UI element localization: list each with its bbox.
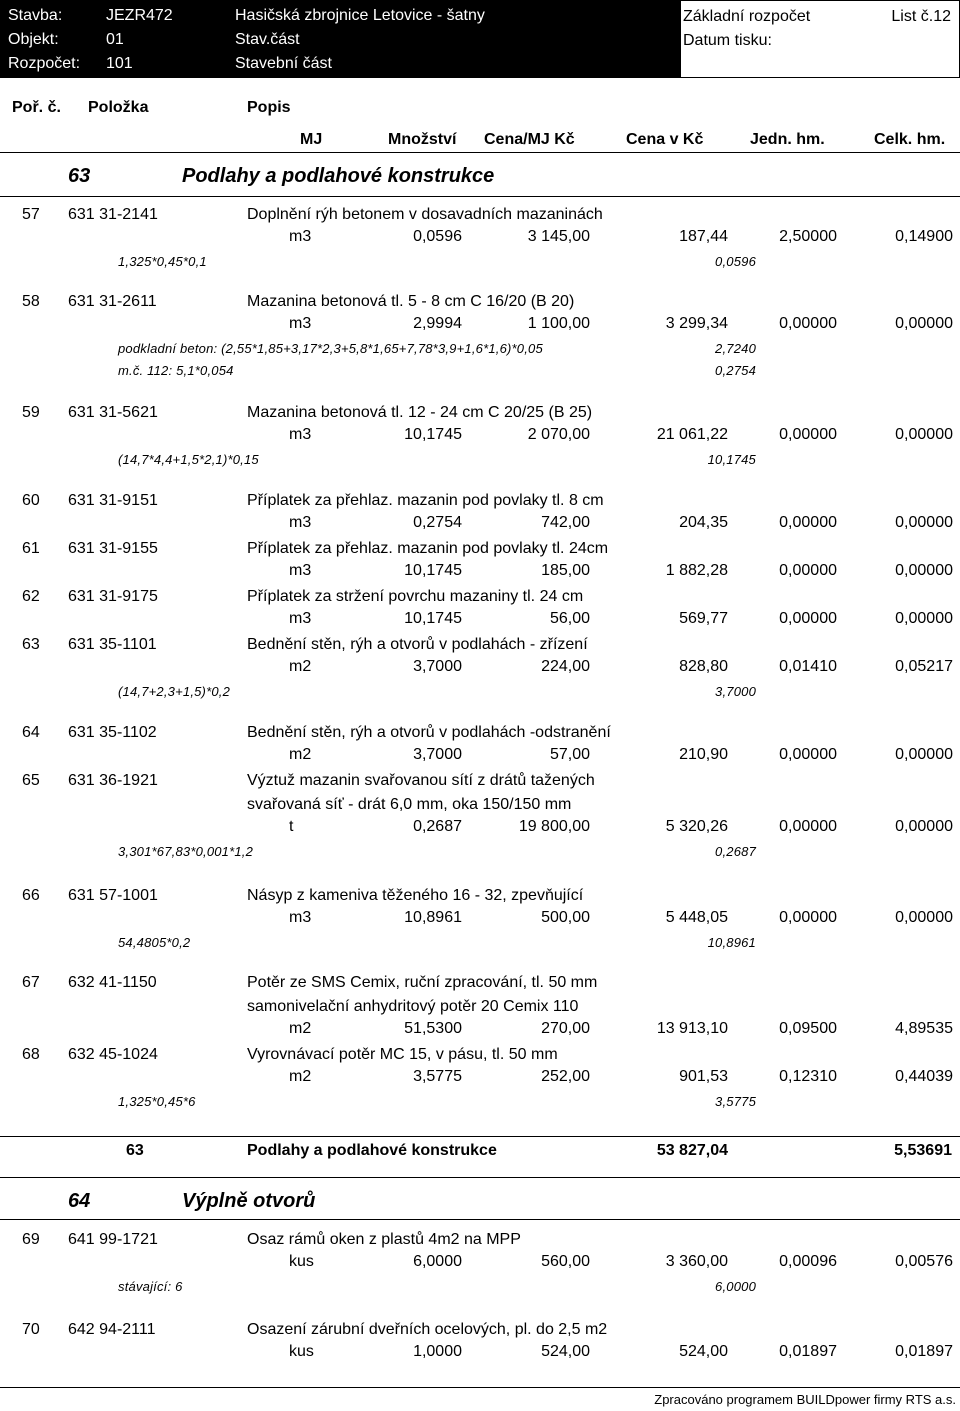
section-rule [0,196,960,197]
item-unit-weight: 0,00000 [779,426,837,443]
item-unit: m2 [289,1020,312,1037]
item-unit-price: 57,00 [549,746,590,763]
item-unit-price: 500,00 [541,909,590,926]
item-unit-price: 524,00 [541,1343,590,1360]
item-unit-weight: 0,00000 [779,818,837,835]
item-total-weight: 0,00000 [895,610,953,627]
calculation-expression: 54,4805*0,2 [118,935,191,950]
print-date-label: Datum tisku: [683,32,772,49]
item-unit: kus [289,1343,314,1360]
calculation-value: 3,7000 [715,684,756,699]
summary-rule [0,1136,960,1137]
item-code: 631 35-1102 [68,724,157,741]
item-description: svařovaná síť - drát 6,0 mm, oka 150/150 mm [247,796,572,813]
item-unit: t [289,818,294,835]
item-unit-price: 1 100,00 [527,315,590,332]
item-unit-weight: 0,00000 [779,610,837,627]
rozpocet-name: Stavební část [235,55,332,72]
item-quantity: 3,7000 [413,746,462,763]
item-quantity: 6,0000 [413,1253,462,1270]
item-price: 21 061,22 [656,426,728,443]
item-unit-price: 185,00 [541,562,590,579]
rozpocet-label: Rozpočet: [8,55,81,72]
item-code: 641 99-1721 [68,1231,158,1248]
calculation-value: 0,2754 [715,363,756,378]
item-price: 204,35 [679,514,728,531]
item-code: 631 31-9175 [68,588,158,605]
item-number: 62 [22,588,40,605]
stavba-name: Hasičská zbrojnice Letovice - šatny [235,7,485,24]
item-price: 1 882,28 [665,562,728,579]
col-polozka: Položka [88,99,149,116]
item-number: 63 [22,636,40,653]
item-number: 69 [22,1231,40,1248]
item-description: Mazanina betonová tl. 12 - 24 cm C 20/25 (B 25) [247,404,593,421]
item-unit: m3 [289,610,312,627]
item-unit-price: 3 145,00 [527,228,590,245]
summary-title: Podlahy a podlahové konstrukce [247,1142,497,1159]
item-unit: m2 [289,746,312,763]
stavba-code: JEZR472 [106,7,173,24]
item-total-weight: 0,00000 [895,818,953,835]
item-total-weight: 0,00000 [895,514,953,531]
item-unit-weight: 0,00000 [779,746,837,763]
calculation-value: 0,0596 [715,254,756,269]
item-quantity: 3,7000 [413,658,462,675]
item-quantity: 0,0596 [413,228,462,245]
calculation-value: 2,7240 [715,341,756,356]
col-por: Poř. č. [12,99,61,116]
item-price: 828,80 [679,658,728,675]
item-quantity: 10,8961 [404,909,462,926]
sheet-number: List č.12 [891,8,951,25]
item-unit-price: 19 800,00 [518,818,590,835]
item-total-weight: 0,00000 [895,426,953,443]
item-unit-price: 224,00 [541,658,590,675]
footer-note: Zpracováno programem BUILDpower firmy RTS a.s. [654,1392,956,1407]
item-number: 61 [22,540,40,557]
item-price: 187,44 [679,228,728,245]
item-description: Příplatek za stržení povrchu mazaniny tl. 24 cm [247,588,584,605]
item-number: 70 [22,1321,40,1338]
col-mj: MJ [300,131,323,148]
stavba-label: Stavba: [8,7,63,24]
item-code: 642 94-2111 [68,1321,156,1338]
section-title: Výplně otvorů [182,1190,316,1212]
item-code: 631 35-1101 [68,636,157,653]
item-number: 57 [22,206,40,223]
objekt-label: Objekt: [8,31,59,48]
calculation-value: 6,0000 [715,1279,756,1294]
item-number: 58 [22,293,40,310]
item-price: 524,00 [679,1343,728,1360]
objekt-code: 01 [106,31,124,48]
item-quantity: 10,1745 [404,426,462,443]
item-description: Osazení zárubní dveřních ocelových, pl. do 2,5 m2 [247,1321,608,1338]
item-price: 210,90 [679,746,728,763]
item-quantity: 3,5775 [413,1068,462,1085]
item-total-weight: 0,00576 [895,1253,953,1270]
item-description: Bednění stěn, rýh a otvorů v podlahách - zřízení [247,636,588,653]
item-unit-price: 270,00 [541,1020,590,1037]
item-unit: m3 [289,514,312,531]
item-code: 631 36-1921 [68,772,158,789]
col-celk-hm: Celk. hm. [874,131,946,148]
item-unit-weight: 0,12310 [779,1068,837,1085]
col-cena: Cena v Kč [626,131,704,148]
item-total-weight: 4,89535 [895,1020,953,1037]
item-total-weight: 0,05217 [895,658,953,675]
item-unit: m2 [289,1068,312,1085]
item-price: 5 320,26 [665,818,728,835]
item-quantity: 0,2687 [413,818,462,835]
calculation-value: 10,1745 [707,452,756,467]
col-popis: Popis [247,99,291,116]
item-description: Příplatek za přehlaz. mazanin pod povlaky tl. 8 cm [247,492,604,509]
item-unit-weight: 0,00096 [779,1253,837,1270]
item-unit: kus [289,1253,314,1270]
item-number: 59 [22,404,40,421]
item-quantity: 10,1745 [404,610,462,627]
item-code: 631 31-9151 [68,492,158,509]
item-unit-price: 2 070,00 [527,426,590,443]
item-description: Osaz rámů oken z plastů 4m2 na MPP [247,1231,521,1248]
item-unit-weight: 0,00000 [779,315,837,332]
item-code: 632 45-1024 [68,1046,158,1063]
calculation-value: 0,2687 [715,844,756,859]
footer-rule [0,1387,960,1388]
item-quantity: 1,0000 [413,1343,462,1360]
item-description: Bednění stěn, rýh a otvorů v podlahách -odstranění [247,724,611,741]
calculation-expression: podkladní beton: (2,55*1,85+3,17*2,3+5,8*1,65+7,78*3,9+1,6*1,6)*0,05 [118,341,543,356]
basic-budget-label: Základní rozpočet [683,8,811,25]
item-description: Násyp z kameniva těženého 16 - 32, zpevňující [247,887,584,904]
item-unit-weight: 0,00000 [779,909,837,926]
section-title: Podlahy a podlahové konstrukce [182,165,495,187]
item-unit-price: 560,00 [541,1253,590,1270]
summary-weight: 5,53691 [894,1142,952,1159]
item-number: 67 [22,974,40,991]
section-number: 64 [68,1190,91,1212]
summary-number: 63 [126,1142,144,1159]
item-code: 631 31-2141 [68,206,158,223]
item-price: 3 360,00 [665,1253,728,1270]
item-description: Mazanina betonová tl. 5 - 8 cm C 16/20 (B 20) [247,293,575,310]
item-unit-price: 742,00 [541,514,590,531]
calculation-expression: 3,301*67,83*0,001*1,2 [118,844,254,859]
item-description: Vyrovnávací potěr MC 15, v pásu, tl. 50 mm [247,1046,558,1063]
section-number: 63 [68,165,91,187]
item-unit-weight: 2,50000 [779,228,837,245]
item-unit-weight: 0,00000 [779,562,837,579]
item-price: 13 913,10 [656,1020,728,1037]
calculation-expression: (14,7+2,3+1,5)*0,2 [118,684,231,699]
summary-bottom-rule [0,1177,960,1178]
item-number: 64 [22,724,40,741]
item-unit: m3 [289,562,312,579]
item-number: 68 [22,1046,40,1063]
calculation-expression: m.č. 112: 5,1*0,054 [118,363,234,378]
item-unit-price: 56,00 [549,610,590,627]
item-code: 631 57-1001 [68,887,158,904]
section-rule [0,1219,960,1220]
calculation-expression: (14,7*4,4+1,5*2,1)*0,15 [118,452,259,467]
document-header [0,0,960,78]
calculation-expression: 1,325*0,45*0,1 [118,254,207,269]
budget-info-box [680,0,960,78]
item-unit-weight: 0,01897 [779,1343,837,1360]
calculation-value: 10,8961 [707,935,756,950]
item-unit: m3 [289,426,312,443]
col-cena-mj: Cena/MJ Kč [484,131,575,148]
item-number: 65 [22,772,40,789]
item-unit-price: 252,00 [541,1068,590,1085]
calculation-expression: stávající: 6 [118,1279,183,1294]
item-description: Výztuž mazanin svařovanou sítí z drátů tažených [247,772,595,789]
item-total-weight: 0,01897 [895,1343,953,1360]
item-number: 66 [22,887,40,904]
item-total-weight: 0,00000 [895,909,953,926]
item-price: 5 448,05 [665,909,728,926]
item-unit: m2 [289,658,312,675]
item-unit-weight: 0,01410 [779,658,837,675]
item-number: 60 [22,492,40,509]
item-code: 631 31-2611 [68,293,157,310]
item-quantity: 2,9994 [413,315,462,332]
header-rule [0,152,960,153]
item-unit: m3 [289,909,312,926]
item-description: Potěr ze SMS Cemix, ruční zpracování, tl. 50 mm [247,974,598,991]
summary-total: 53 827,04 [656,1142,728,1159]
item-quantity: 10,1745 [404,562,462,579]
item-description: Příplatek za přehlaz. mazanin pod povlaky tl. 24cm [247,540,609,557]
item-unit: m3 [289,228,312,245]
item-description: samonivelační anhydritový potěr 20 Cemix 110 [247,998,579,1015]
item-unit-weight: 0,00000 [779,514,837,531]
item-total-weight: 0,14900 [895,228,953,245]
item-description: Doplnění rýh betonem v dosavadních mazaninách [247,206,603,223]
rozpocet-code: 101 [106,55,133,72]
item-price: 569,77 [679,610,728,627]
item-total-weight: 0,00000 [895,315,953,332]
col-mnozstvi: Množství [388,131,457,148]
item-code: 632 41-1150 [68,974,157,991]
item-price: 3 299,34 [665,315,728,332]
item-quantity: 0,2754 [413,514,462,531]
col-jedn-hm: Jedn. hm. [750,131,825,148]
item-code: 631 31-9155 [68,540,158,557]
item-price: 901,53 [679,1068,728,1085]
item-quantity: 51,5300 [404,1020,462,1037]
objekt-name: Stav.část [235,31,300,48]
item-unit: m3 [289,315,312,332]
calculation-value: 3,5775 [715,1094,756,1109]
item-total-weight: 0,00000 [895,746,953,763]
item-total-weight: 0,00000 [895,562,953,579]
item-total-weight: 0,44039 [895,1068,953,1085]
item-code: 631 31-5621 [68,404,158,421]
item-unit-weight: 0,09500 [779,1020,837,1037]
calculation-expression: 1,325*0,45*6 [118,1094,196,1109]
